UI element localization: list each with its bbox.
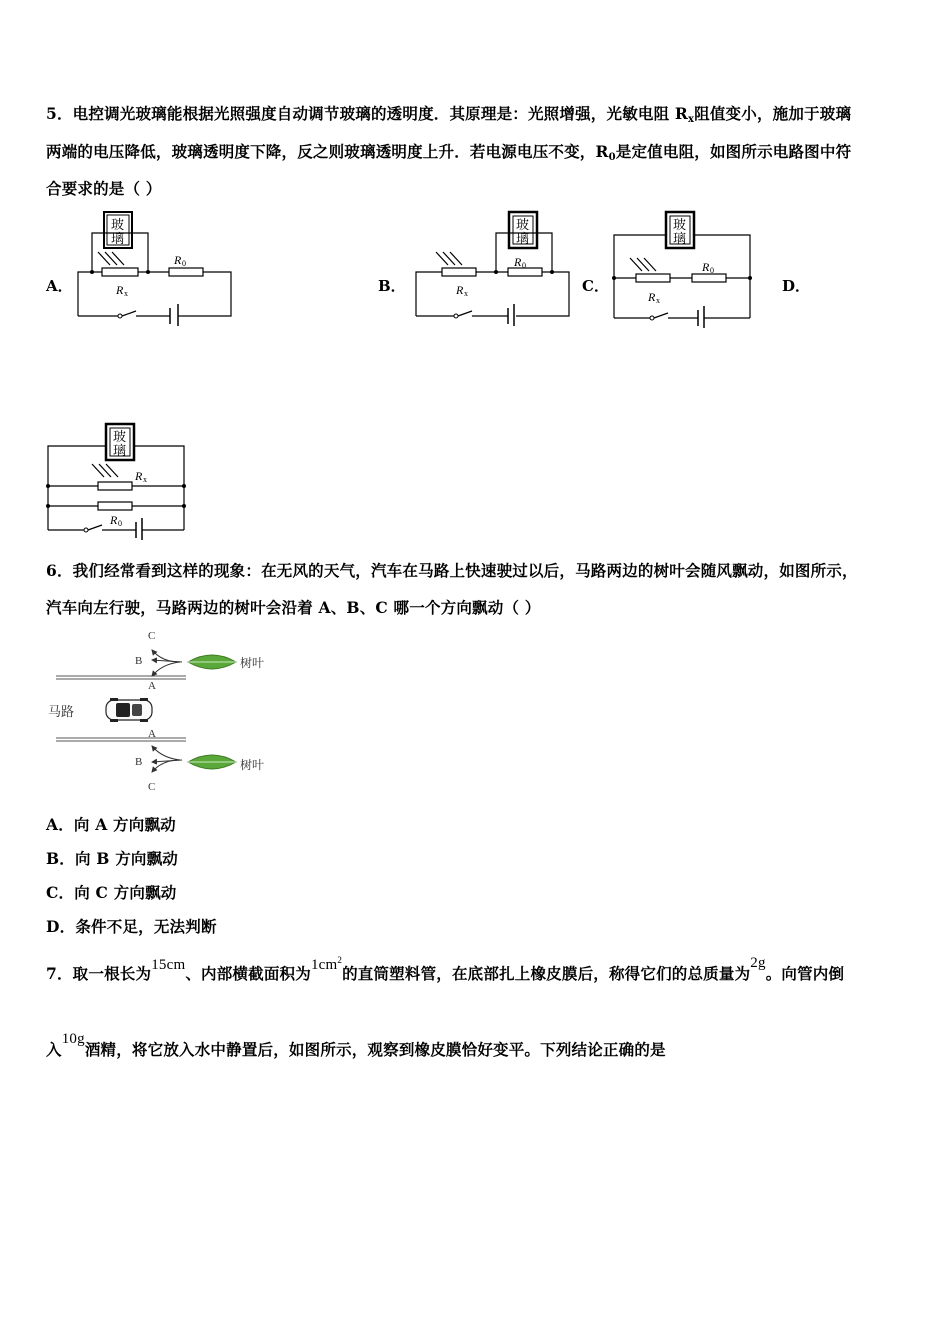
svg-text:x: x (656, 296, 660, 305)
q5-option-b-label: B． (378, 277, 406, 295)
circuit-diagram-c (610, 208, 756, 332)
svg-text:C: C (148, 781, 156, 793)
svg-text:R: R (174, 253, 182, 267)
q7-alcohol-value: 10g (61, 1031, 85, 1047)
svg-text:0: 0 (710, 266, 714, 275)
svg-text:0: 0 (522, 261, 526, 270)
svg-text:R: R (514, 255, 522, 269)
svg-text:璃: 璃 (113, 443, 127, 458)
circuit-diagram-b (412, 208, 574, 326)
q6-line-1: 6．我们经常看到这样的现象：在无风的天气，汽车在马路上快速驶过以后，马路两边的树叶会随风飘动，如图所示， (46, 561, 858, 580)
car-icon (106, 698, 152, 722)
q6-option-a: A．向 A 方向飘动 (46, 815, 176, 834)
svg-text:璃: 璃 (516, 231, 530, 246)
svg-text:x: x (143, 475, 147, 484)
circuit-diagram-a (74, 208, 236, 326)
svg-text:璃: 璃 (111, 231, 125, 246)
glass-label-a: 玻 (111, 217, 125, 232)
svg-text:B: B (135, 655, 143, 667)
svg-text:R: R (116, 283, 124, 297)
svg-text:A: A (148, 728, 156, 740)
svg-text:A: A (148, 680, 156, 692)
leaf-icon (188, 655, 236, 669)
svg-text:x: x (124, 289, 128, 298)
leaf-label-bottom: 树叶 (240, 758, 265, 772)
q7-line-2: 入10g酒精，将它放入水中静置后，如图所示，观察到橡皮膜恰好变平。下列结论正确的是 (46, 1031, 666, 1059)
glass-label-b: 玻 (516, 217, 530, 232)
q5-option-c-label: C． (582, 277, 609, 295)
q5-option-d-label: D． (782, 277, 811, 295)
q7-length-value: 15cm (151, 957, 186, 973)
q5-line-3: 合要求的是（ ） (46, 179, 162, 198)
q7-mass-value: 2g (750, 955, 766, 971)
svg-text:0: 0 (182, 259, 186, 268)
road-label: 马路 (48, 704, 75, 719)
leaf-icon (188, 755, 236, 769)
svg-text:x: x (464, 289, 468, 298)
q7-line-1: 7．取一根长为15cm、内部横截面积为$1cm^2$的直筒塑料管，在底部扎上橡皮膜后，称得它们的总质量为2g。向管内倒 (46, 955, 845, 983)
leaf-label-top: 树叶 (240, 656, 265, 670)
glass-label-c: 玻 (673, 217, 687, 232)
q6-option-b: B．向 B 方向飘动 (46, 849, 178, 868)
svg-text:R: R (456, 283, 464, 297)
svg-text:璃: 璃 (673, 231, 687, 246)
svg-text:C: C (148, 630, 156, 642)
circuit-diagram-d (44, 420, 190, 542)
svg-text:B: B (135, 756, 143, 768)
svg-text:R: R (702, 260, 710, 274)
q5-option-a-label: A． (46, 277, 73, 295)
svg-text:R: R (110, 513, 118, 527)
road-leaf-diagram (44, 620, 284, 798)
svg-text:0: 0 (118, 519, 122, 528)
q6-option-c: C．向 C 方向飘动 (46, 883, 177, 902)
q7-area-value: $1cm^2$ (310, 955, 343, 973)
q6-line-2: 汽车向左行驶，马路两边的树叶会沿着 A、B、C 哪一个方向飘动（ ） (46, 598, 541, 617)
glass-label-d: 玻 (113, 429, 127, 444)
q5-line-2: 两端的电压降低，玻璃透明度下降，反之则玻璃透明度上升．若电源电压不变，$R_0$是定值电阻，如图所示电路图中符 (46, 142, 852, 163)
svg-text:R: R (648, 290, 656, 304)
q5-line-1: 5．电控调光玻璃能根据光照强度自动调节玻璃的透明度．其原理是：光照增强，光敏电阻 $R_x$阻值变小，施加于玻璃 (46, 104, 852, 125)
svg-text:R: R (135, 469, 143, 483)
q6-option-d: D．条件不足，无法判断 (46, 917, 217, 936)
